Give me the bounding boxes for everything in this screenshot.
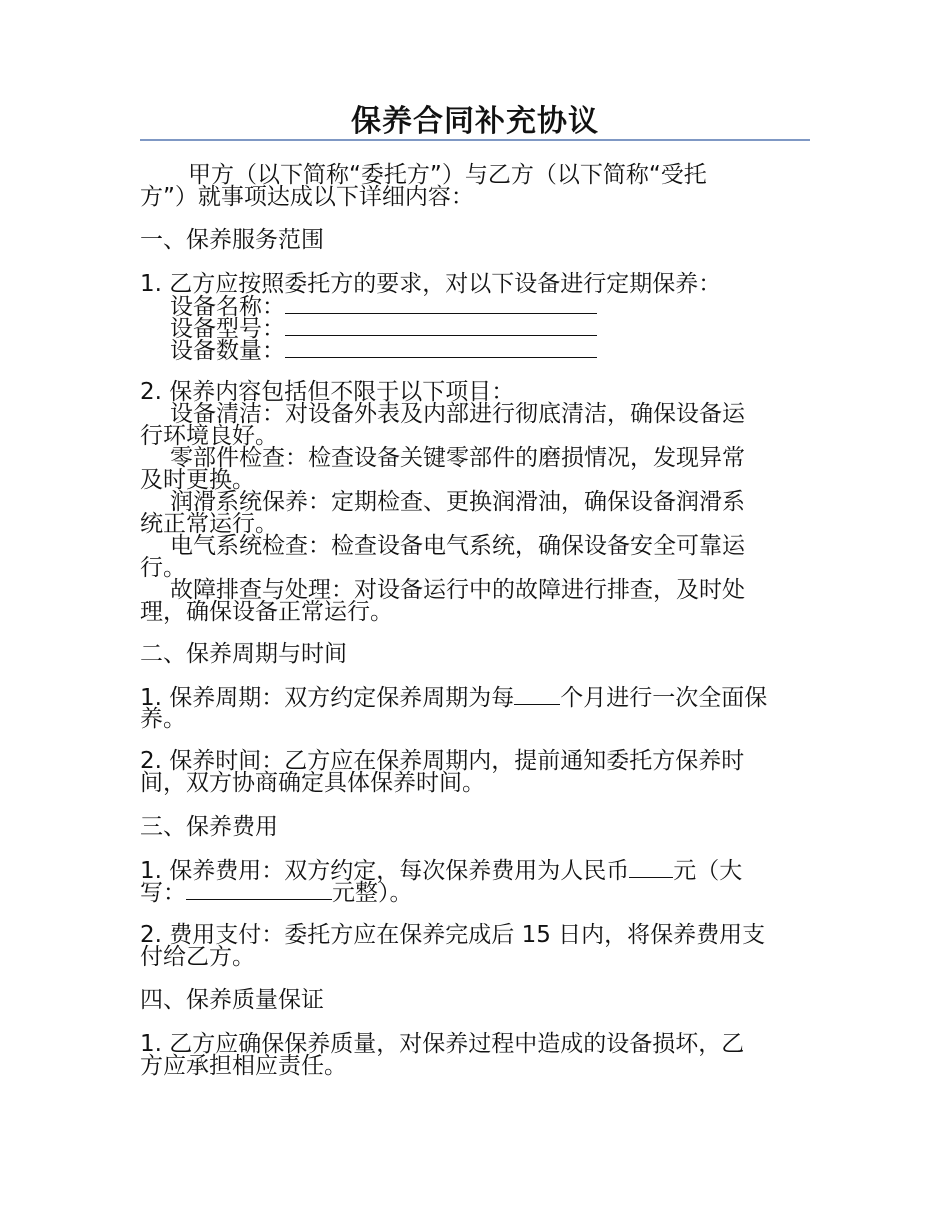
section-1-item-2: 2. 保养内容包括但不限于以下项目： — [140, 379, 515, 405]
section-2-item-1-line-2: 养。 — [140, 706, 186, 732]
section-4-item-1-line-2: 方应承担相应责任。 — [140, 1053, 347, 1079]
blank-line — [629, 859, 673, 878]
sub-item-1-line-2: 行环境良好。 — [140, 423, 278, 449]
section-2-item-1-line-1 — [140, 686, 767, 709]
sub-item-2-line-2: 及时更换。 — [140, 467, 255, 493]
sub-item-5-line-1: 故障排查与处理：对设备运行中的故障进行排查，及时处 — [170, 577, 745, 603]
sub-item-1-line-1: 设备清洁：对设备外表及内部进行彻底清洁，确保设备运 — [170, 401, 745, 427]
section-4-item-1-line-1: 1. 乙方应确保保养质量，对保养过程中造成的设备损坏，乙 — [140, 1031, 745, 1057]
field-label: 设备数量： — [170, 338, 285, 364]
field-label: 设备名称： — [170, 294, 285, 320]
sub-item-4-line-2: 行。 — [140, 555, 186, 581]
field-label: 设备型号： — [170, 316, 285, 342]
section-1-item-1: 1. 乙方应按照委托方的要求，对以下设备进行定期保养： — [140, 271, 722, 297]
text-segment: 个月进行一次全面保 — [560, 685, 768, 711]
field-device-model — [170, 317, 597, 340]
sub-item-3-line-2: 统正常运行。 — [140, 511, 278, 537]
section-3-heading: 三、保养费用 — [140, 814, 278, 840]
section-4-heading: 四、保养质量保证 — [140, 987, 324, 1013]
sub-item-2-line-1: 零部件检查：检查设备关键零部件的磨损情况，发现异常 — [170, 445, 745, 471]
blank-line — [285, 339, 597, 358]
section-2-item-2-line-1: 2. 保养时间：乙方应在保养周期内，提前通知委托方保养时 — [140, 748, 745, 774]
blank-line — [285, 295, 597, 314]
text-segment: 元（大 — [673, 858, 743, 884]
sub-item-3-line-1: 润滑系统保养：定期检查、更换润滑油，确保设备润滑系 — [170, 489, 745, 515]
section-1-heading: 一、保养服务范围 — [140, 227, 324, 253]
blank-line — [285, 317, 597, 336]
text-segment: 1. 保养费用：双方约定，每次保养费用为人民币 — [140, 858, 630, 884]
intro-line-2: 方”）就事项达成以下详细内容： — [140, 184, 474, 210]
title-underline — [140, 139, 810, 141]
blank-line — [514, 686, 560, 705]
sub-item-4-line-1: 电气系统检查：检查设备电气系统，确保设备安全可靠运 — [170, 533, 745, 559]
section-3-item-1-line-2 — [140, 881, 413, 904]
section-2-heading: 二、保养周期与时间 — [140, 641, 347, 667]
blank-line — [186, 881, 332, 900]
text-segment: 元整）。 — [332, 880, 413, 906]
field-device-quantity — [170, 339, 597, 362]
field-device-name — [170, 295, 597, 318]
sub-item-5-line-2: 理，确保设备正常运行。 — [140, 599, 393, 625]
document-title: 保养合同补充协议 — [351, 104, 599, 139]
text-segment: 1. 保养周期：双方约定保养周期为每 — [140, 685, 515, 711]
intro-line-1: 甲方（以下简称“委托方”）与乙方（以下简称“受托 — [188, 162, 707, 188]
section-3-item-2-line-1: 2. 费用支付：委托方应在保养完成后 15 日内，将保养费用支 — [140, 922, 766, 948]
section-3-item-1-line-1 — [140, 859, 742, 882]
section-3-item-2-line-2: 付给乙方。 — [140, 944, 255, 970]
text-segment: 写： — [140, 880, 186, 906]
section-2-item-2-line-2: 间，双方协商确定具体保养时间。 — [140, 770, 485, 796]
